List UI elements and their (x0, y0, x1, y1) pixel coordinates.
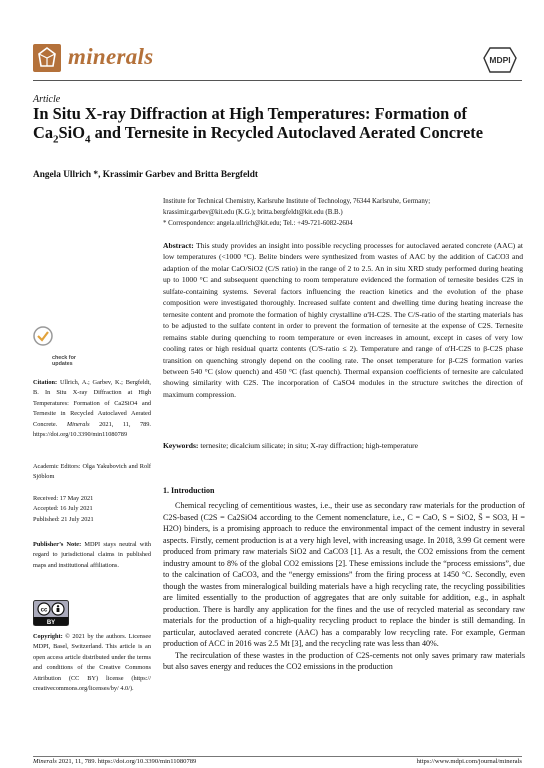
citation-text: Ullrich, A.; Garbev, K.; Bergfeldt, B. In Situ X-ray Diffraction at High Temperatures: Formation of Ca2SiO4 and Ternesite in Recycled Autoclaved Aerated Concrete. (33, 379, 151, 428)
footer-journal-url[interactable]: https://www.mdpi.com/journal/minerals (416, 758, 522, 765)
publisher-note-label: Publisher’s Note: (33, 541, 82, 548)
citation-journal: Minerals (66, 420, 90, 428)
affiliation-line: Institute for Technical Chemistry, Karlsruhe Institute of Technology, 76344 Karlsruhe, Germany; (163, 198, 431, 205)
mdpi-logo (482, 46, 518, 76)
accepted-date: Accepted: 16 July 2021 (33, 505, 93, 513)
paragraph: Chemical recycling of cementitious wastes, i.e., their use as secondary raw materials for the production of C2S-based (C2S = Ca2SiO4 according to the Cement nomenclature, i.e., C = CaO, S = SiO2, S̄ = SO3, H = H2O) binders, is a promising approach to reduce the environmental impact of the cement industry in several aspects. Firstly, cement production is at a very high level, with increasing usage. In 2018, 3.99 Gt cement were produced from primary raw materials SiO2 and CaCO3 [1]. As a result, the CO2 emissions from the cement industry amount to 8% of the global CO2 emissions [2]. These emissions include the “process emissions”, due to the calcination of CaCO3, and the “energy emissions” from the firing process at 1450 °C. Secondly, even though the wastes from mineralogical building materials have a high recycling rate, the recycling possibilities are limited essentially to the production of aggregates that are only suitable for addition, e.g., in asphalt production. There is hardly any application for the fines and the use of recycled material as secondary raw materials for the production of a high-quality recycling product to replace the binder is still demanding. In particular, autoclaved aerated concrete (AAC) has a comparably low recycling rate. For example, German production of ACC in 2016 was 2.5 Mt [3], and the recycling rate was less than 40%. (163, 501, 525, 648)
abstract-text: This study provides an insight into possible recycling processes for autoclaved aerated concrete (AAC) at low temperatures (<1000 °C). Belite binders were synthesized from wastes of AAC by the addition of CaCO3 and adaption of the molar CaO/SiO2 (C/S ratio) in the range of 2 to 2.5. An in situ XRD study performed during heating up to 1000 °C and subsequent quenching to room temperature evidenced the formation of ternesite besides C2S in sulfate-containing systems. Several factors influencing the reaction kinetics and the evolution of the phase composition were investigated thoroughly. Increased sulfate content and dwelling time during heating increase the ternesite content and promote the formation of highly crystalline α'H-C2S. The C/S-ratio of the starting materials has to be adjusted to the sulfate content in order to prevent the formation of ternesite at the expense of C2S. Ternesite remains stable during quenching to room temperature or even increases in amount, except in cases of very low cooling rates or high residual quartz contents (C/S-ratio ≤ 2). Temperature and range of α'H-C2S to β-C2S phase transition on quenching strongly depend on the cooling rate. The onset temperature for β-C2S formation varies between 540 °C (slow quench) and 450 °C (fast quench). Thermal expansion coefficients of ternesite are calculated showing similarity with C2S. The incorporation of CaSO4 modules in the structure switches the direction of maximum compression. (163, 241, 524, 399)
citation-ref: 2021, 11, 789. https://doi.org/10.3390/min11080789 (33, 420, 151, 439)
abstract-label: Abstract: (163, 241, 194, 250)
cc-by-license-icon[interactable] (33, 600, 69, 626)
abstract (163, 240, 523, 400)
mdpi-logo-text: MDPI (489, 55, 511, 65)
footer-ref: 2021, 11, 789. https://doi.org/10.3390/min11080789 (58, 758, 197, 765)
affiliation (163, 196, 523, 229)
header-divider (33, 80, 522, 81)
dates-block (33, 494, 151, 525)
crystal-icon (33, 44, 61, 72)
copyright-text: © 2021 by the authors. Licensee MDPI, Basel, Switzerland. This article is an open access article distributed under the terms and conditions of the Creative Commons Attribution (CC BY) license (https:// creativecommons.org/licenses/by/ 4.0/). (33, 633, 151, 693)
footer-citation (33, 758, 196, 765)
keywords-label: Keywords: (163, 441, 199, 450)
section-heading: 1. Introduction (163, 486, 215, 495)
publisher-note (33, 540, 151, 571)
check-updates-text: check for updates (52, 355, 76, 368)
publisher-note-text: MDPI stays neutral with regard to jurisdictional claims in published maps and institutional affiliations. (33, 541, 152, 569)
check-updates-icon (33, 326, 53, 346)
editors-label: Academic Editors: (33, 463, 81, 470)
paragraph: The recirculation of these wastes in the production of C2S-cements not only saves primary raw materials but also saves energy and reduces the CO2 emissions in the production (163, 650, 525, 671)
svg-text:cc: cc (40, 607, 48, 614)
received-date: Received: 17 May 2021 (33, 495, 94, 502)
article-title: In Situ X-ray Diffraction at High Temperatures: Formation of $Ca_2SiO_4$ and Ternesite in Recycled Autoclaved Aerated Concrete (33, 104, 484, 146)
journal-logo (33, 44, 61, 72)
footer-divider (33, 756, 522, 757)
article-type: Article (33, 94, 61, 105)
editors-block (33, 462, 151, 483)
affiliation-line: krassimir.garbev@kit.edu (K.G.); britta.bergfeldt@kit.edu (B.B.) (163, 209, 343, 216)
correspondence-line: * Correspondence: angela.ullrich@kit.edu; Tel.: +49-721-6082-2604 (163, 220, 353, 227)
authors: Angela Ullrich *, Krassimir Garbev and Britta Bergfeldt (33, 170, 258, 180)
introduction-body (163, 500, 525, 673)
editors-text: Olga Yakubovich and Rolf Sjöblom (33, 463, 151, 481)
footer-journal: Minerals (33, 758, 57, 765)
published-date: Published: 21 July 2021 (33, 515, 94, 523)
copyright-label: Copyright: (33, 633, 63, 640)
keywords (163, 440, 523, 451)
citation-label: Citation: (33, 379, 58, 386)
cc-logo-text: BY (46, 620, 56, 626)
journal-name: minerals (68, 44, 154, 69)
keywords-text: ternesite; dicalcium silicate; in situ; X-ray diffraction; high-temperature (200, 441, 419, 450)
copyright-block (33, 632, 151, 694)
citation-block (33, 378, 151, 440)
